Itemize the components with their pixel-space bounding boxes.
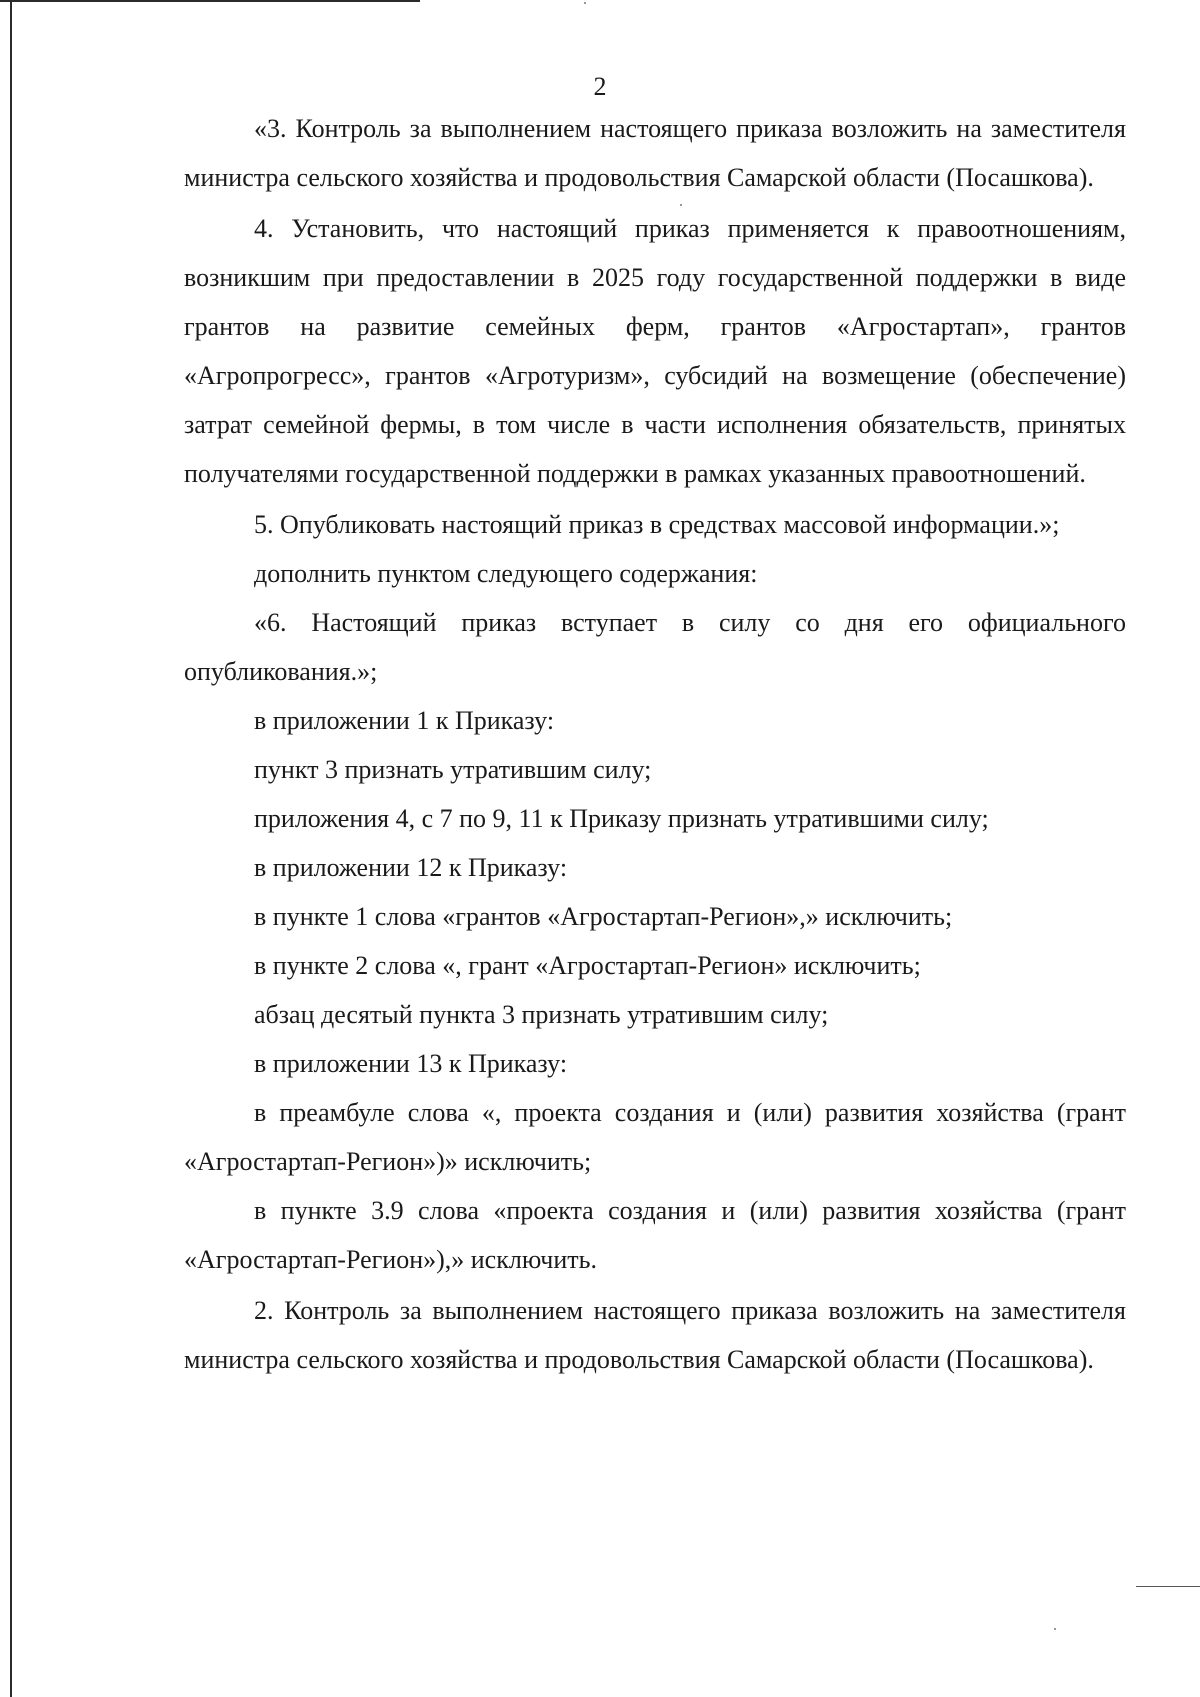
- paragraph-annex-12-point-3: абзац десятый пункта 3 признать утратившим силу;: [254, 1000, 829, 1029]
- scan-right-mark: [1136, 1586, 1200, 1587]
- paragraph-item-6: «6. Настоящий приказ вступает в силу со дня его официального опубликования.»;: [184, 608, 1126, 686]
- paragraph-item-5: 5. Опубликовать настоящий приказ в средствах массовой информации.»;: [254, 510, 1060, 539]
- paragraph-item-3: «3. Контроль за выполнением настоящего приказа возложить на заместителя министра сельского хозяйства и продовольствия Самарской области (Посашкова).: [184, 114, 1126, 192]
- paragraph-annex-12-point-1: в пункте 1 слова «грантов «Агростартап-Регион»,» исключить;: [254, 902, 953, 931]
- paragraph-annex-13: в приложении 13 к Приказу:: [254, 1049, 568, 1078]
- paragraph-add-item: дополнить пунктом следующего содержания:: [254, 559, 758, 588]
- page-number: 2: [593, 72, 607, 101]
- paragraph-annexes-void: приложения 4, с 7 по 9, 11 к Приказу признать утратившими силу;: [254, 804, 989, 833]
- paragraph-annex-12: в приложении 12 к Приказу:: [254, 853, 568, 882]
- paragraph-annex-12-point-2: в пункте 2 слова «, грант «Агростартап-Регион» исключить;: [254, 951, 921, 980]
- scan-left-edge: [10, 0, 12, 1697]
- scan-speck: [584, 2, 586, 4]
- document-body: [184, 104, 1126, 1384]
- paragraph-item-4: 4. Установить, что настоящий приказ применяется к правоотношениям, возникшим при предоставлении в 2025 году государственной поддержки в виде грантов на развитие семейных ферм, грантов «Агростартап», грантов «Агропрогресс», грантов «Агротуризм», субсидий на возмещение (обеспечение) затрат семейной фермы, в том числе в части исполнения обязательств, принятых получателями государственной поддержки в рамках указанных правоотношений.: [184, 214, 1126, 488]
- paragraph-annex-1: в приложении 1 к Приказу:: [254, 706, 555, 735]
- paragraph-annex-13-point-3-9: в пункте 3.9 слова «проекта создания и (или) развития хозяйства (грант «Агростартап-Регион»),» исключить.: [184, 1196, 1126, 1274]
- paragraph-annex-1-point-3: пункт 3 признать утратившим силу;: [254, 755, 652, 784]
- paragraph-control-clause: 2. Контроль за выполнением настоящего приказа возложить на заместителя министра сельского хозяйства и продовольствия Самарской области (Посашкова).: [184, 1296, 1126, 1374]
- scan-top-edge: [0, 0, 420, 2]
- scan-speck: [1054, 1628, 1056, 1630]
- paragraph-annex-13-preamble: в преамбуле слова «, проекта создания и (или) развития хозяйства (грант «Агростартап-Регион»)» исключить;: [184, 1098, 1126, 1176]
